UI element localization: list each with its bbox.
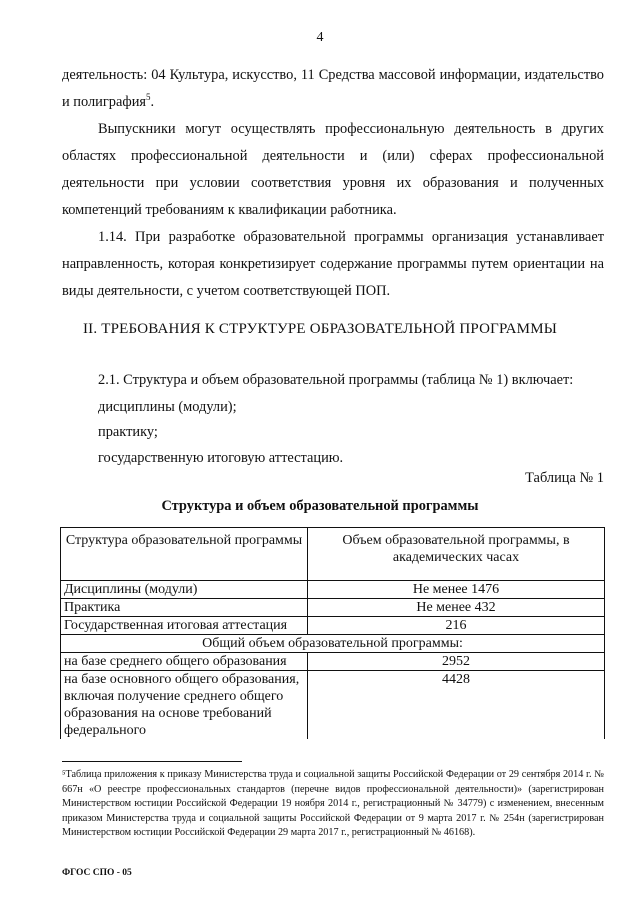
body-text-top xyxy=(62,62,604,305)
page-number: 4 xyxy=(316,30,324,45)
row-value: 2952 xyxy=(308,653,605,671)
table-title: Структура и объем образовательной программы xyxy=(161,498,479,514)
footnote-marker: 5 xyxy=(146,92,151,103)
table-header-structure: Структура образовательной программы xyxy=(61,528,308,581)
total-heading: Общий объем образовательной программы: xyxy=(61,635,605,653)
table-row xyxy=(61,581,605,599)
paragraph-1: деятельность: 04 Культура, искусство, 11 Средства массовой информации, издательство и полиграфия$^5$. xyxy=(62,67,604,110)
row-label: Государственная итоговая аттестация xyxy=(61,617,308,635)
row-label: на базе среднего общего образования xyxy=(61,653,308,671)
paragraph-3: 1.14. При разработке образовательной программы организация устанавливает направленность, которая конкретизирует содержание программы путем ориентации на виды деятельности, с учетом соответствующей ПОП. xyxy=(62,229,604,299)
table-row xyxy=(61,671,605,740)
row-value: 216 xyxy=(308,617,605,635)
list-item: государственную итоговую аттестацию. xyxy=(98,450,344,466)
row-value: Не менее 1476 xyxy=(308,581,605,599)
table-header-volume: Объем образовательной программы, в академических часах xyxy=(308,528,605,581)
structure-table xyxy=(60,527,605,739)
table-row xyxy=(61,617,605,635)
list-item: практику; xyxy=(98,424,158,440)
table-row xyxy=(61,599,605,617)
table-caption: Таблица № 1 xyxy=(525,470,604,486)
table-header-row xyxy=(61,528,605,581)
paragraph-2: Выпускники могут осуществлять профессиональную деятельность в других областях профессиональной деятельности и (или) сферах профессиональной деятельности при условии соответствия уровня их образования и полученных компетенций требованиям к квалификации работника. xyxy=(62,121,604,218)
row-label: Дисциплины (модули) xyxy=(61,581,308,599)
section-intro: 2.1. Структура и объем образовательной программы (таблица № 1) включает: xyxy=(98,372,574,388)
table-total-heading-row xyxy=(61,635,605,653)
list-item: дисциплины (модули); xyxy=(98,399,237,415)
row-value: Не менее 432 xyxy=(308,599,605,617)
footnote: ⁵Таблица приложения к приказу Министерства труда и социальной защиты Российской Федерации от 29 сентября 2014 г. № 667н «О реестре профессиональных стандартов (перечне видов профессиональной деятельности)» (зарегистрирован Министерством юстиции Российской Федерации 19 ноября 2014 г., регистрационный № 34779) с изменением, внесенным приказом Министерства труда и социальной защиты Российской Федерации от 9 марта 2017 г. № 254н (зарегистрирован Министерством юстиции Российской Федерации 29 марта 2017 г., регистрационный № 46168). xyxy=(62,769,604,839)
table-row xyxy=(61,653,605,671)
footnote-separator xyxy=(62,761,242,762)
section-heading: II. ТРЕБОВАНИЯ К СТРУКТУРЕ ОБРАЗОВАТЕЛЬНОЙ ПРОГРАММЫ xyxy=(82,321,558,337)
row-value: 4428 xyxy=(308,671,605,740)
footer-code: ФГОС СПО - 05 xyxy=(62,868,132,878)
row-label: на базе основного общего образования, включая получение среднего общего образования на основе требований федерального xyxy=(61,671,308,740)
row-label: Практика xyxy=(61,599,308,617)
